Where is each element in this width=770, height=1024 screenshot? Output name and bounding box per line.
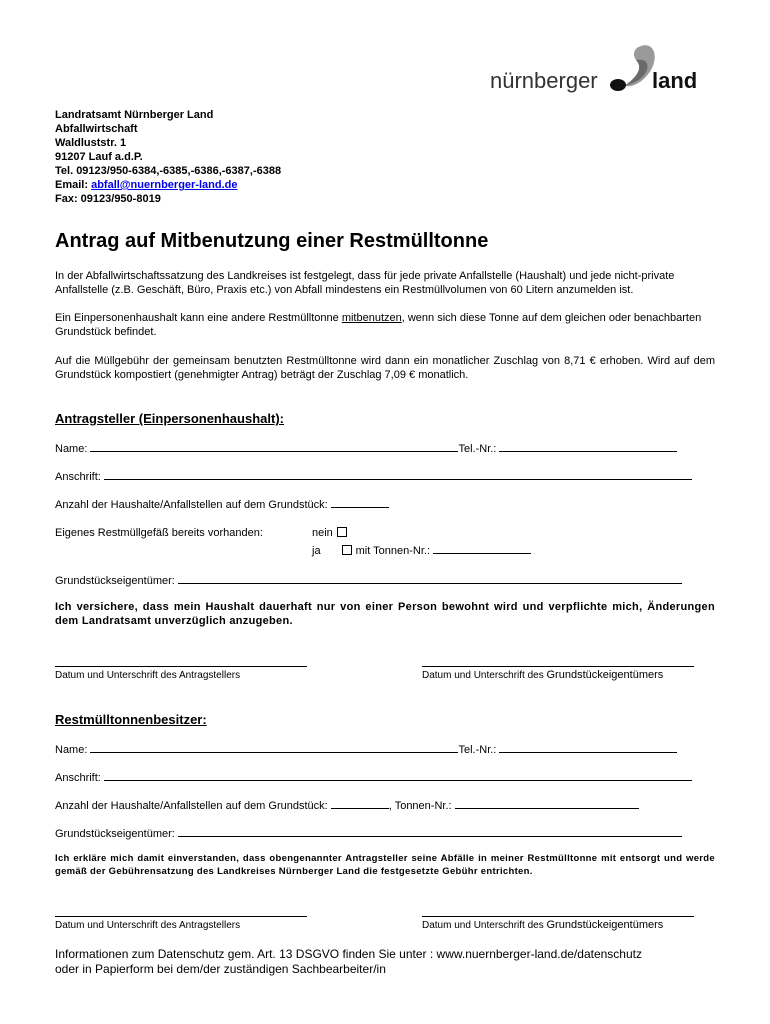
binowner-count-row: [55, 798, 639, 812]
binowner-tel-field[interactable]: [499, 742, 677, 753]
own-bin-no-row: [312, 527, 351, 539]
applicant-signature-line[interactable]: [55, 666, 307, 667]
applicant-declaration: Ich versichere, dass mein Haushalt dauerhaft nur von einer Person bewohnt wird und verpflichte mich, Änderungen dem Landratsamt unverzüglich anzugeben.: [55, 601, 715, 627]
applicant-count-row: [55, 497, 389, 511]
own-bin-label: Eigenes Restmüllgefäß bereits vorhanden:: [55, 527, 263, 539]
phone: Tel. 09123/950-6384,-6385,-6386,-6387,-6388: [55, 165, 282, 177]
applicant-name-row: [55, 441, 677, 455]
binowner-bin-number-field[interactable]: [455, 798, 639, 809]
binowner-address-row: [55, 770, 692, 784]
own-bin-yes-row: [312, 543, 531, 557]
binowner-name-label: Name:: [55, 744, 88, 756]
owner-signature-caption: [422, 669, 663, 681]
privacy-notice: [55, 947, 642, 977]
binowner-owner-caption-b: Grundstückeigentümers: [546, 919, 664, 931]
binowner-owner-signature-line[interactable]: [422, 916, 694, 917]
street: Waldluststr. 1: [55, 137, 127, 149]
page-title: Antrag auf Mitbenutzung einer Restmülltonne: [55, 230, 489, 252]
applicant-name-field[interactable]: [90, 441, 458, 452]
binowner-address-label: Anschrift:: [55, 772, 101, 784]
applicant-signature-caption: Datum und Unterschrift des Antragstellers: [55, 670, 241, 681]
own-bin-number-field[interactable]: [433, 543, 531, 554]
section-bin-owner-heading: Restmülltonnenbesitzer:: [55, 712, 207, 727]
own-bin-no-checkbox[interactable]: [337, 527, 347, 537]
logo-text-nuernberger: nürnberger: [490, 68, 598, 93]
own-bin-yes-label: ja: [312, 545, 321, 557]
binowner-bin-number-label: , Tonnen-Nr.:: [388, 800, 452, 812]
privacy-notice-line-2: oder in Papierform bei dem/der zuständigen Sachbearbeiter/in: [55, 962, 386, 976]
intro-paragraph-3: Auf die Müllgebühr der gemeinsam benutzten Restmülltonne wird dann ein monatlicher Zuschlag von 8,71 € erhoben. Wird auf dem Grundstück kompostiert (genehmigter Antrag) beträgt der Zuschlag 7,09 € monatlich.: [55, 355, 715, 381]
applicant-count-label: Anzahl der Haushalte/Anfallstellen auf dem Grundstück:: [55, 499, 328, 511]
applicant-owner-label: Grundstückseigentümer:: [55, 575, 175, 587]
own-bin-number-label: mit Tonnen-Nr.:: [355, 545, 431, 557]
owner-signature-caption-a: Datum und Unterschrift des: [422, 670, 547, 681]
intro-paragraph-2: [55, 311, 715, 339]
authority-name: Landratsamt Nürnberger Land: [55, 109, 214, 121]
binowner-name-field[interactable]: [90, 742, 458, 753]
logo-text-land: land: [652, 68, 698, 93]
intro-p2-underlined: mitbenutzen: [341, 312, 402, 324]
own-bin-no-label: nein: [312, 527, 333, 539]
section-applicant-heading: Antragsteller (Einpersonenhaushalt):: [55, 411, 284, 426]
intro-p2-text: Ein Einpersonenhaushalt kann eine andere Restmülltonne: [55, 312, 342, 324]
email-label: Email:: [55, 179, 92, 191]
city: 91207 Lauf a.d.P.: [55, 151, 143, 163]
address-block: [55, 108, 281, 206]
binowner-owner-signature-caption: [422, 919, 663, 931]
applicant-count-field[interactable]: [331, 497, 389, 508]
own-bin-yes-checkbox[interactable]: [342, 545, 352, 555]
intro-paragraph-1: In der Abfallwirtschaftssatzung des Landkreises ist festgelegt, dass für jede private Anfallstelle (Haushalt) und jede nicht-private Anfallstelle (z.B. Geschäft, Büro, Praxis etc.) von Abfall mindestens ein Restmüllvolumen von 60 Litern anzumelden ist.: [55, 270, 675, 296]
binowner-declaration: Ich erkläre mich damit einverstanden, dass obengenannter Antragsteller seine Abfälle in meiner Restmülltonne mit entsorgt und werde gemäß der Gebührensatzung des Landkreises Nürnberger Land die festgesetzte Gebühr entrichten.: [55, 853, 715, 877]
binowner-owner-field[interactable]: [178, 826, 682, 837]
email-line: [55, 178, 281, 192]
fax: Fax: 09123/950-8019: [55, 193, 161, 205]
department: Abfallwirtschaft: [55, 123, 138, 135]
applicant-address-label: Anschrift:: [55, 471, 101, 483]
binowner-count-label: Anzahl der Haushalte/Anfallstellen auf dem Grundstück:: [55, 800, 328, 812]
applicant-owner-row: [55, 573, 682, 587]
owner-signature-caption-b: Grundstückeigentümers: [546, 669, 664, 681]
applicant-owner-field[interactable]: [178, 573, 682, 584]
binowner-count-field[interactable]: [331, 798, 389, 809]
owner-signature-line[interactable]: [422, 666, 694, 667]
binowner-applicant-signature-caption: Datum und Unterschrift des Antragstellers: [55, 920, 241, 931]
binowner-name-row: [55, 742, 677, 756]
binowner-tel-label: Tel.-Nr.:: [458, 744, 497, 756]
binowner-owner-caption-a: Datum und Unterschrift des: [422, 920, 547, 931]
binowner-owner-row: [55, 826, 682, 840]
binowner-applicant-signature-line[interactable]: [55, 916, 307, 917]
applicant-address-row: [55, 469, 692, 483]
intro-p2-text-end: , wenn sich diese Tonne auf dem gleichen oder benachbarten Grundstück befindet.: [55, 312, 702, 338]
binowner-owner-label: Grundstückseigentümer:: [55, 828, 175, 840]
applicant-tel-field[interactable]: [499, 441, 677, 452]
nuernberger-land-logo: [486, 42, 706, 102]
email-link[interactable]: abfall@nuernberger-land.de: [91, 179, 238, 191]
applicant-tel-label: Tel.-Nr.:: [458, 443, 497, 455]
applicant-name-label: Name:: [55, 443, 88, 455]
binowner-address-field[interactable]: [104, 770, 692, 781]
privacy-notice-line-1: Informationen zum Datenschutz gem. Art. 13 DSGVO finden Sie unter : www.nuernberger-land.de/datenschutz: [55, 947, 642, 961]
applicant-address-field[interactable]: [104, 469, 692, 480]
